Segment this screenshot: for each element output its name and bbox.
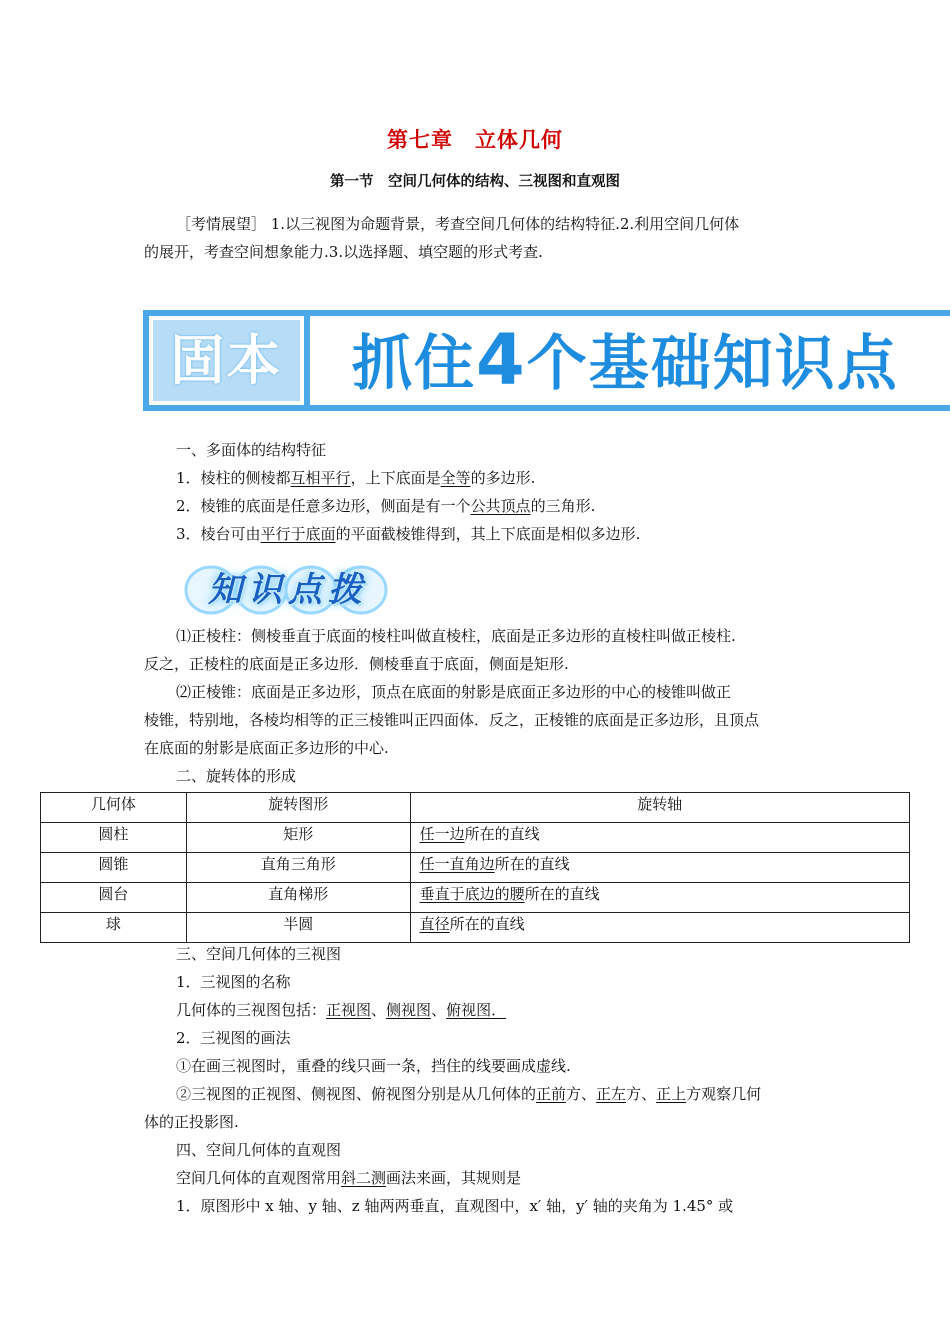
chapter-title: 第七章 立体几何 [387, 127, 563, 152]
part1-item-2: 2．棱锥的底面是任意多边形，侧面是有一个公共顶点的三角形. [176, 497, 596, 515]
knowledge-banner [143, 310, 950, 411]
table-row [41, 823, 910, 853]
table-cell: 半圆 [186, 913, 410, 943]
table-cell: 垂直于底边的腰所在的直线 [410, 883, 909, 913]
rotation-body-table [40, 792, 910, 943]
table-row [41, 853, 910, 883]
table-header: 几何体 [41, 793, 187, 823]
part3-heading: 三、空间几何体的三视图 [176, 945, 342, 963]
answer-underline: 平行于底面 [260, 525, 336, 543]
table-cell: 矩形 [186, 823, 410, 853]
part3-rule-2: ②三视图的正视图、侧视图、俯视图分别是从几何体的正前方、正左方、正上方观察几何 [176, 1085, 762, 1103]
table-cell: 圆锥 [41, 853, 187, 883]
banner-right-box [310, 316, 950, 405]
table-cell: 任一边所在的直线 [410, 823, 909, 853]
tip-2-line-1: ⑵正棱锥：底面是正多边形，顶点在底面的射影是底面正多边形的中心的棱锥叫做正 [176, 683, 732, 701]
part2-heading: 二、旋转体的形成 [176, 767, 297, 785]
section-title: 第一节 空间几何体的结构、三视图和直观图 [330, 174, 620, 190]
table-cell: 球 [41, 913, 187, 943]
banner-right-label: 抓住4个基础知识点 [352, 319, 899, 401]
table-cell: 圆柱 [41, 823, 187, 853]
knowledge-tip-badge [183, 562, 393, 618]
part4-heading: 四、空间几何体的直观图 [176, 1141, 342, 1159]
tip-2-line-2: 棱锥，特别地，各棱均相等的正三棱锥叫正四面体．反之，正棱锥的底面是正多边形，且顶点 [144, 711, 760, 729]
answer-underline: 互相平行 [290, 469, 351, 487]
badge-label: 知识点拨 [208, 570, 368, 610]
table-cell: 直径所在的直线 [410, 913, 909, 943]
part3-sub-2: 2．三视图的画法 [176, 1029, 291, 1047]
table-header: 旋转轴 [410, 793, 909, 823]
table-cell: 直角三角形 [186, 853, 410, 883]
part3-rule-2-cont: 体的正投影图. [144, 1113, 239, 1131]
part4-intro: 空间几何体的直观图常用斜二测画法来画，其规则是 [176, 1169, 522, 1187]
part1-item-1: 1．棱柱的侧棱都互相平行，上下底面是全等的多边形. [176, 469, 536, 487]
part1-item-3: 3．棱台可由平行于底面的平面截棱锥得到，其上下底面是相似多边形. [176, 525, 641, 543]
part4-rule-1: 1．原图形中 x 轴、y 轴、z 轴两两垂直，直观图中，x′ 轴，y′ 轴的夹角为 1.45° 或 [176, 1197, 734, 1215]
table-cell: 任一直角边所在的直线 [410, 853, 909, 883]
banner-number: 4 [476, 319, 527, 401]
table-header-row [41, 793, 910, 823]
table-cell: 直角梯形 [186, 883, 410, 913]
intro-line-2: 的展开，考查空间想象能力.3.以选择题、填空题的形式考查. [144, 243, 543, 261]
intro-line-1: ［考情展望］ 1.以三视图为命题背景，考查空间几何体的结构特征.2.利用空间几何体 [176, 215, 740, 233]
table-header: 旋转图形 [186, 793, 410, 823]
answer-underline: 全等 [440, 469, 471, 487]
part3-rule-1: ①在画三视图时，重叠的线只画一条，挡住的线要画成虚线. [176, 1057, 571, 1075]
table-row [41, 913, 910, 943]
tip-2-line-3: 在底面的射影是底面正多边形的中心. [144, 739, 389, 757]
table-cell: 圆台 [41, 883, 187, 913]
tip-1-line-2: 反之，正棱柱的底面是正多边形．侧棱垂直于底面，侧面是矩形. [144, 655, 569, 673]
banner-left-label: 固本 [153, 320, 300, 401]
banner-left-box [149, 316, 304, 405]
part3-names: 几何体的三视图包括：正视图、侧视图、俯视图． [176, 1001, 507, 1019]
answer-underline: 公共顶点 [470, 497, 531, 515]
table-row [41, 883, 910, 913]
part3-sub-1: 1．三视图的名称 [176, 973, 291, 991]
tip-1-line-1: ⑴正棱柱：侧棱垂直于底面的棱柱叫做直棱柱，底面是正多边形的直棱柱叫做正棱柱. [176, 627, 736, 645]
part1-heading: 一、多面体的结构特征 [176, 441, 327, 459]
